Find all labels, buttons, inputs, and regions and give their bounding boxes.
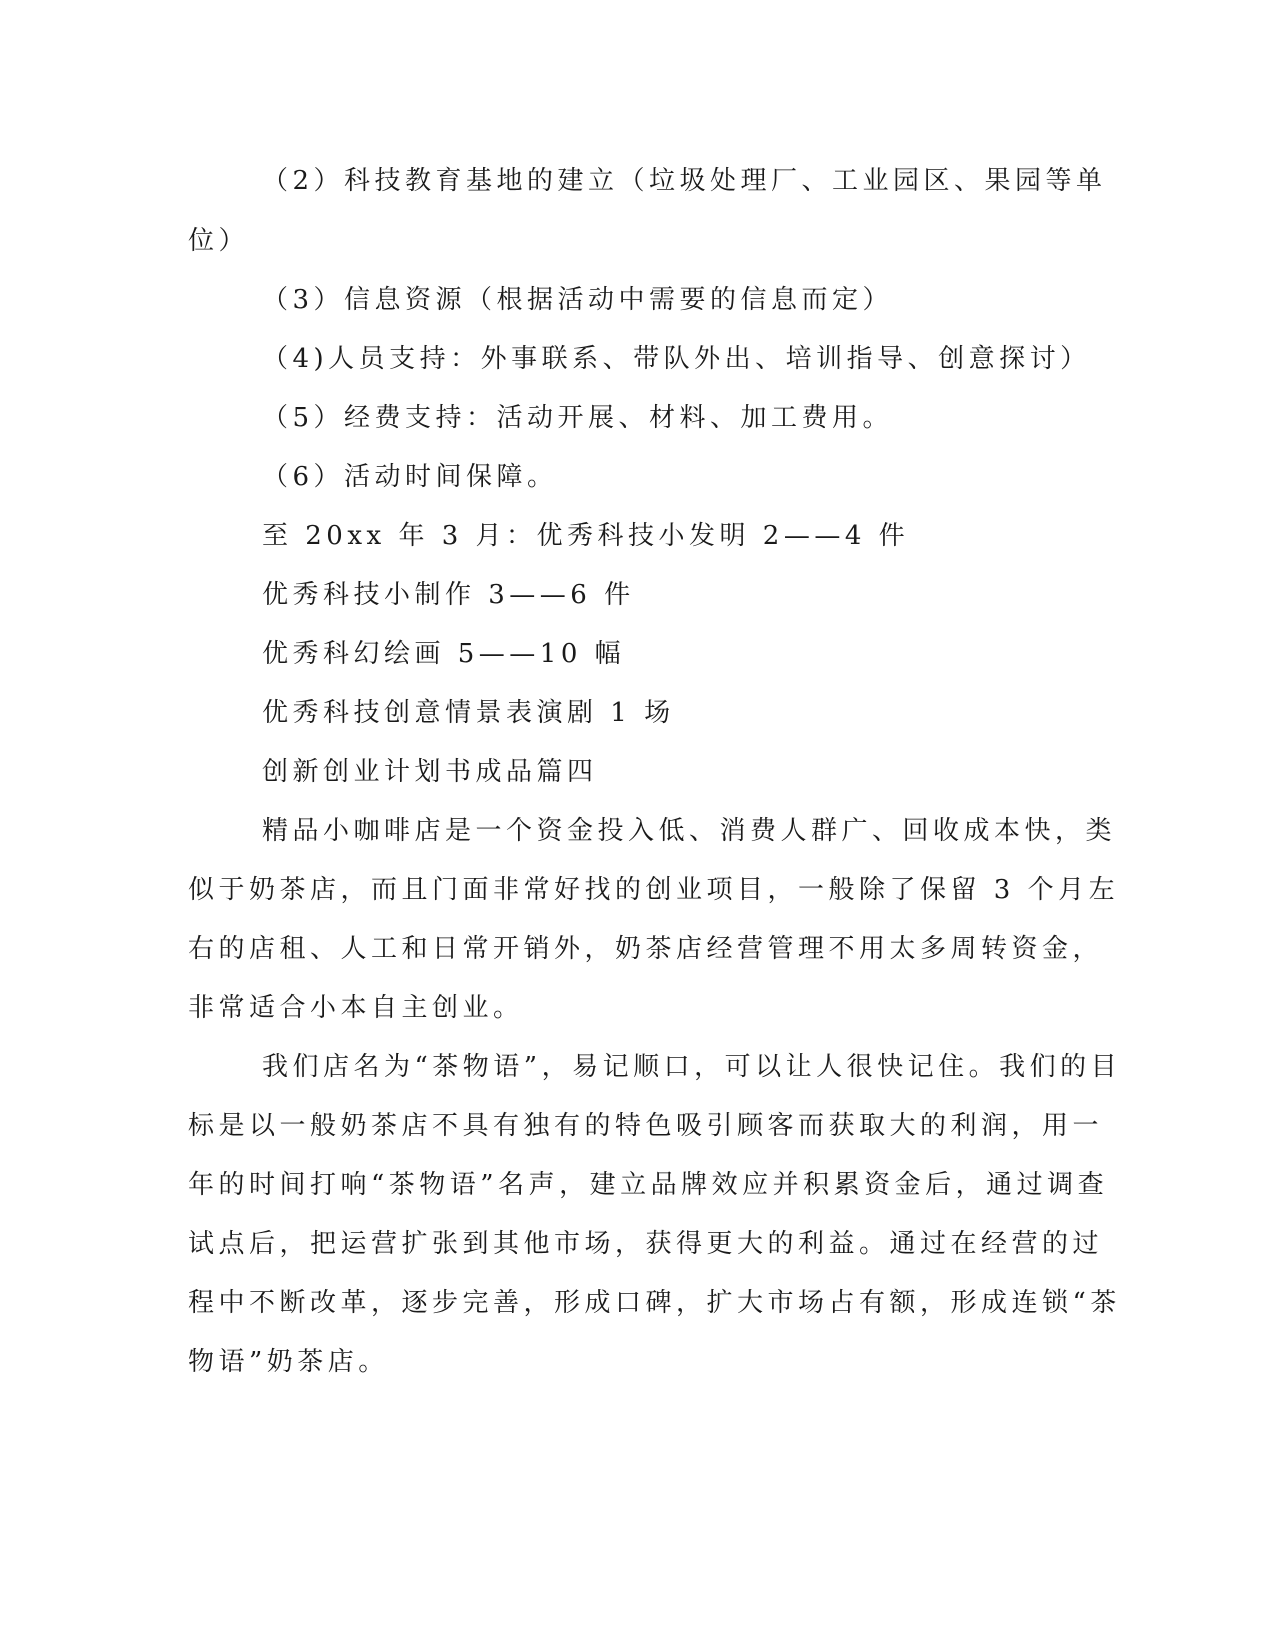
goal-line-inventions: 至 20xx 年 3 月：优秀科技小发明 2——4 件 — [262, 521, 910, 551]
list-item-2-line-1: （2）科技教育基地的建立（垃圾处理厂、工业园区、果园等单 — [262, 166, 1107, 196]
paragraph-2-line-3: 年的时间打响“茶物语”名声，建立品牌效应并积累资金后，通过调查 — [188, 1170, 1109, 1200]
paragraph-2-line-1: 我们店名为“茶物语”，易记顺口，可以让人很快记住。我们的目 — [262, 1052, 1122, 1082]
list-item-6: （6）活动时间保障。 — [262, 462, 558, 492]
goal-line-paintings: 优秀科幻绘画 5——10 幅 — [262, 639, 626, 669]
list-item-3: （3）信息资源（根据活动中需要的信息而定） — [262, 285, 894, 315]
paragraph-2-line-5: 程中不断改革，逐步完善，形成口碑，扩大市场占有额，形成连锁“茶 — [188, 1288, 1121, 1318]
goal-line-productions: 优秀科技小制作 3——6 件 — [262, 580, 635, 610]
paragraph-1-line-4: 非常适合小本自主创业。 — [188, 993, 524, 1023]
paragraph-2-line-2: 标是以一般奶茶店不具有独有的特色吸引顾客而获取大的利润，用一 — [188, 1111, 1104, 1141]
paragraph-2-line-4: 试点后，把运营扩张到其他市场，获得更大的利益。通过在经营的过 — [188, 1229, 1104, 1259]
goal-line-drama: 优秀科技创意情景表演剧 1 场 — [262, 698, 675, 728]
paragraph-1-line-1: 精品小咖啡店是一个资金投入低、消费人群广、回收成本快，类 — [262, 816, 1117, 846]
paragraph-2-line-6: 物语”奶茶店。 — [188, 1347, 389, 1377]
list-item-4: （4)人员支持：外事联系、带队外出、培训指导、创意探讨） — [262, 344, 1091, 374]
list-item-5: （5）经费支持：活动开展、材料、加工费用。 — [262, 403, 894, 433]
paragraph-1-line-3: 右的店租、人工和日常开销外，奶茶店经营管理不用太多周转资金， — [188, 934, 1104, 964]
paragraph-1-line-2: 似于奶茶店，而且门面非常好找的创业项目，一般除了保留 3 个月左 — [188, 875, 1120, 905]
section-heading: 创新创业计划书成品篇四 — [262, 757, 598, 787]
list-item-2-line-2: 位） — [188, 226, 250, 256]
